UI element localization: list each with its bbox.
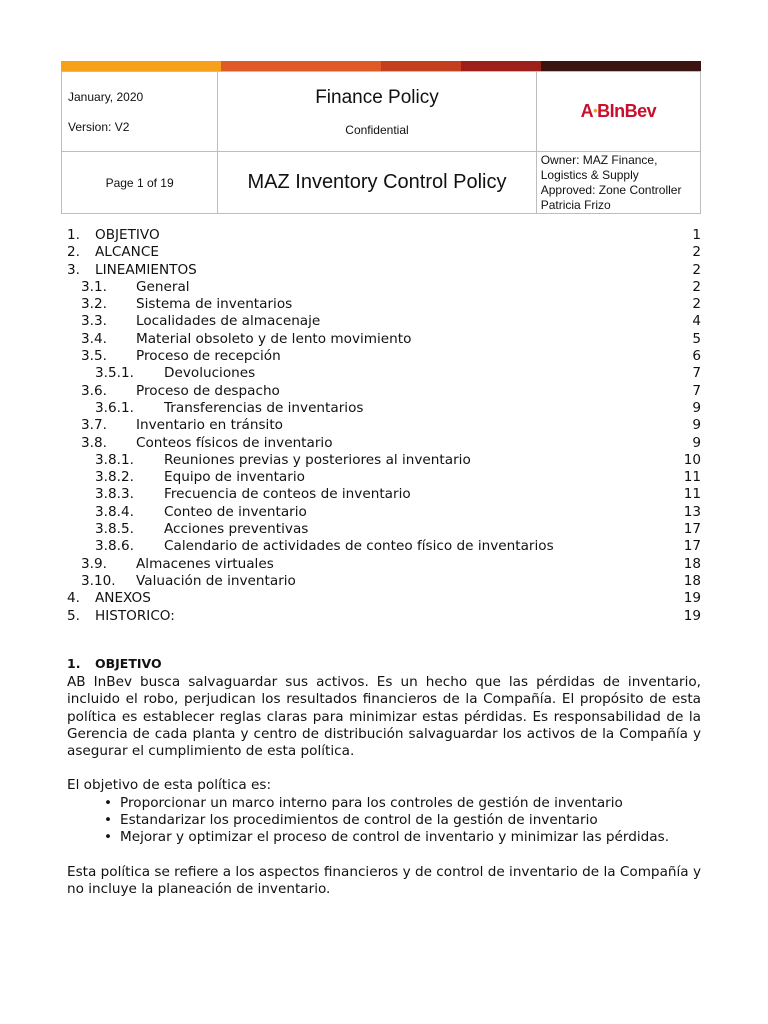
toc-entry[interactable]: [67, 365, 701, 382]
toc-title: Inventario en tránsito: [136, 417, 283, 434]
toc-title: HISTORICO:: [95, 607, 175, 624]
section-heading: 1. OBJETIVO: [67, 656, 162, 671]
toc-title: Material obsoleto y de lento movimiento: [136, 330, 412, 347]
toc-page: 7: [692, 365, 701, 382]
toc-number: 3.8.3.: [95, 486, 134, 503]
toc-entry[interactable]: [67, 313, 701, 330]
toc-page: 7: [692, 382, 701, 399]
toc-number: 3.1.: [81, 278, 107, 295]
toc-page: 5: [692, 330, 701, 347]
toc-title: Proceso de recepción: [136, 348, 281, 365]
toc-number: 3.8.1.: [95, 451, 134, 468]
toc-title: General: [136, 278, 190, 295]
toc-title: ANEXOS: [95, 590, 151, 607]
toc-page: 9: [692, 417, 701, 434]
toc-number: 3.6.1.: [95, 399, 134, 416]
color-segment: [461, 61, 541, 71]
toc-title: Conteo de inventario: [164, 503, 307, 520]
toc-title: ALCANCE: [95, 244, 159, 261]
toc-title: Devoluciones: [164, 365, 256, 382]
toc-title: Sistema de inventarios: [136, 296, 293, 313]
toc-entry[interactable]: [67, 227, 701, 244]
abinbev-logo: A•BInBev: [536, 72, 700, 152]
date-version-cell: [62, 72, 218, 152]
title-cell: [218, 72, 536, 152]
toc-title: Transferencias de inventarios: [164, 399, 364, 416]
toc-entry[interactable]: [67, 435, 701, 452]
toc-number: 3.8.4.: [95, 503, 134, 520]
document-header-table: [61, 71, 701, 214]
toc-title: Proceso de despacho: [136, 382, 280, 399]
paragraph: Esta política se refiere a los aspectos financieros y de control de inventario de la Compañía y no incluye la planeación de inventario.: [67, 863, 701, 897]
toc-page: 2: [692, 261, 701, 278]
owner-line: Patricia Frizo: [540, 198, 611, 212]
toc-entry[interactable]: [67, 244, 701, 261]
document-version: Version: V2: [68, 119, 130, 134]
toc-title: Valuación de inventario: [136, 572, 296, 589]
table-of-contents: [67, 227, 701, 625]
toc-page: 17: [683, 538, 701, 555]
toc-number: 3.8.6.: [95, 538, 134, 555]
owner-line: Approved: Zone Controller: [540, 183, 682, 197]
toc-number: 1.: [67, 227, 80, 243]
toc-number: 3.2.: [81, 296, 107, 313]
list-item: • Estandarizar los procedimientos de control de la gestión de inventario: [104, 812, 598, 829]
toc-page: 2: [692, 244, 701, 261]
toc-entry[interactable]: [67, 573, 701, 590]
toc-entry[interactable]: [67, 452, 701, 469]
toc-page: 17: [683, 521, 701, 538]
toc-number: 3.8.5.: [95, 521, 134, 538]
brand-color-bar: [61, 61, 701, 71]
toc-number: 3.8.: [81, 434, 107, 451]
document-date: January, 2020: [68, 89, 144, 104]
toc-page: 2: [692, 278, 701, 295]
toc-entry[interactable]: [67, 417, 701, 434]
toc-page: 9: [692, 434, 701, 451]
toc-page: 9: [692, 399, 701, 416]
toc-entry[interactable]: [67, 504, 701, 521]
color-segment: [61, 61, 221, 71]
toc-entry[interactable]: [67, 348, 701, 365]
toc-number: 3.9.: [81, 555, 107, 572]
toc-number: 3.6.: [81, 382, 107, 399]
owner-line: Owner: MAZ Finance,: [540, 153, 658, 167]
bullet-icon: •: [104, 812, 113, 829]
toc-entry[interactable]: [67, 521, 701, 538]
toc-page: 18: [683, 555, 701, 572]
toc-number: 3.8.2.: [95, 469, 134, 486]
owner-line: Logistics & Supply: [540, 168, 639, 182]
toc-entry[interactable]: [67, 608, 701, 625]
toc-title: Calendario de actividades de conteo físico de inventarios: [164, 538, 554, 555]
toc-number: 3.10.: [81, 572, 116, 589]
list-item: • Proporcionar un marco interno para los controles de gestión de inventario: [104, 794, 623, 811]
objectives-list: [67, 795, 701, 847]
toc-title: LINEAMIENTOS: [95, 261, 197, 278]
toc-title: Almacenes virtuales: [136, 555, 274, 572]
bullet-icon: •: [104, 794, 113, 811]
toc-title: Equipo de inventario: [164, 469, 305, 486]
toc-number: 3.5.: [81, 348, 107, 365]
policy-type-title: Finance Policy: [315, 86, 439, 108]
toc-title: Localidades de almacenaje: [136, 313, 321, 330]
paragraph: AB InBev busca salvaguardar sus activos. Es un hecho que las pérdidas de inventario, incluido el robo, perjudican los resultados financieros de la Compañía. El propósito de esta política es establecer reglas claras para minimizar estas pérdidas. Es responsabilidad de la Gerencia de cada planta y centro de distribución salvaguardar los activos de la Compañía y asegurar el cumplimiento de esta política.: [67, 674, 701, 760]
toc-page: 13: [683, 503, 701, 520]
toc-number: 3.3.: [81, 313, 107, 330]
color-segment: [381, 61, 461, 71]
document-title: MAZ Inventory Control Policy: [218, 152, 536, 214]
toc-number: 4.: [67, 590, 80, 607]
page-number: Page 1 of 19: [62, 152, 218, 214]
toc-entry[interactable]: [67, 486, 701, 503]
toc-number: 3.4.: [81, 330, 107, 347]
toc-number: 3.7.: [81, 417, 107, 434]
toc-title: Conteos físicos de inventario: [136, 434, 333, 451]
toc-page: 19: [683, 607, 701, 624]
toc-page: 6: [692, 348, 701, 365]
toc-entry[interactable]: [67, 538, 701, 555]
color-segment: [541, 61, 701, 71]
owner-approval-cell: [536, 152, 700, 214]
toc-number: 3.: [67, 261, 80, 278]
toc-page: 18: [683, 572, 701, 589]
toc-entry[interactable]: [67, 469, 701, 486]
toc-page: 11: [683, 469, 701, 486]
toc-title: Frecuencia de conteos de inventario: [164, 486, 411, 503]
toc-page: 1: [692, 227, 701, 243]
toc-entry[interactable]: [67, 383, 701, 400]
toc-entry[interactable]: [67, 331, 701, 348]
toc-entry[interactable]: [67, 296, 701, 313]
toc-title: Reuniones previas y posteriores al inventario: [164, 451, 471, 468]
toc-page: 4: [692, 313, 701, 330]
toc-title: Acciones preventivas: [164, 521, 309, 538]
toc-page: 11: [683, 486, 701, 503]
toc-entry[interactable]: [67, 262, 701, 279]
list-item: • Mejorar y optimizar el proceso de control de inventario y minimizar las pérdidas.: [104, 829, 670, 846]
toc-entry[interactable]: [67, 400, 701, 417]
toc-entry[interactable]: [67, 556, 701, 573]
toc-title: OBJETIVO: [95, 227, 160, 243]
toc-entry[interactable]: [67, 279, 701, 296]
toc-number: 3.5.1.: [95, 365, 134, 382]
toc-number: 5.: [67, 607, 80, 624]
toc-page: 10: [683, 451, 701, 468]
bullet-icon: •: [104, 829, 113, 846]
toc-entry[interactable]: [67, 590, 701, 607]
paragraph: El objetivo de esta política es:: [67, 777, 272, 794]
color-segment: [221, 61, 381, 71]
classification-label: Confidential: [345, 122, 409, 137]
toc-number: 2.: [67, 244, 80, 261]
section-objetivo: [67, 655, 701, 898]
toc-page: 2: [692, 296, 701, 313]
toc-page: 19: [683, 590, 701, 607]
